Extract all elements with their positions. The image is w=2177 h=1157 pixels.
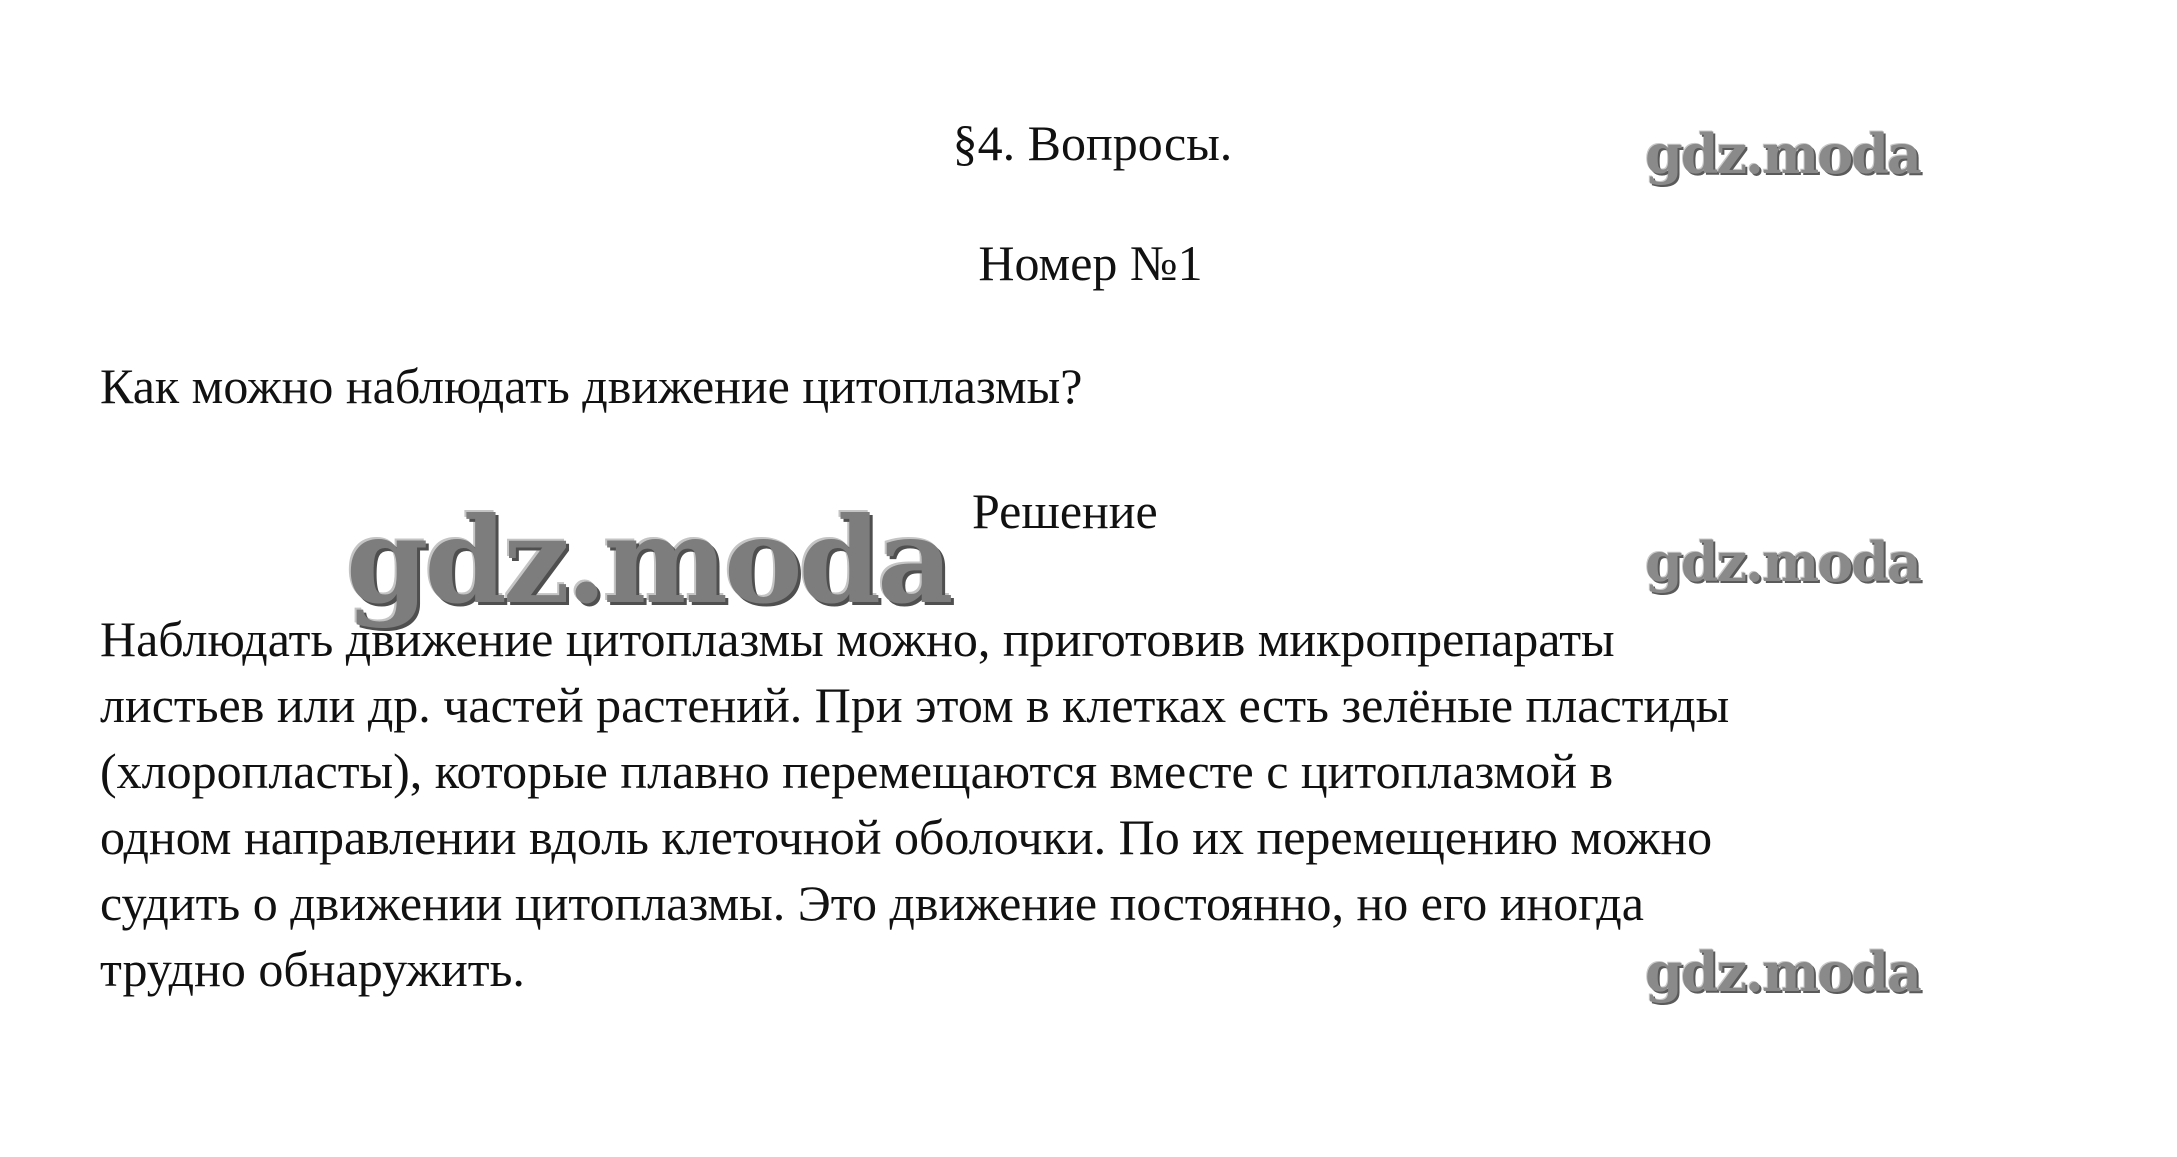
watermark-top-right: gdz.moda — [1645, 122, 1920, 186]
answer-line: (хлоропласты), которые плавно перемещаются вместе с цитоплазмой в — [100, 743, 1614, 799]
watermark-middle-right: gdz.moda — [1645, 530, 1920, 594]
answer-line: судить о движении цитоплазмы. Это движение постоянно, но его иногда — [100, 875, 1644, 931]
section-title: §4. Вопросы. — [952, 115, 1233, 171]
watermark-bottom-right: gdz.moda — [1645, 940, 1920, 1004]
answer-line: листьев или др. частей растений. При этом в клетках есть зелёные пластиды — [100, 677, 1730, 733]
solution-title: Решение — [972, 483, 1158, 539]
number-title: Номер №1 — [978, 235, 1203, 291]
watermark-large: gdz.moda — [346, 491, 950, 630]
answer-line: Наблюдать движение цитоплазмы можно, приготовив микропрепараты — [100, 611, 1615, 667]
answer-line: одном направлении вдоль клеточной оболочки. По их перемещению можно — [100, 809, 1713, 865]
answer-line: трудно обнаружить. — [100, 941, 525, 997]
question-text: Как можно наблюдать движение цитоплазмы? — [100, 358, 1083, 414]
